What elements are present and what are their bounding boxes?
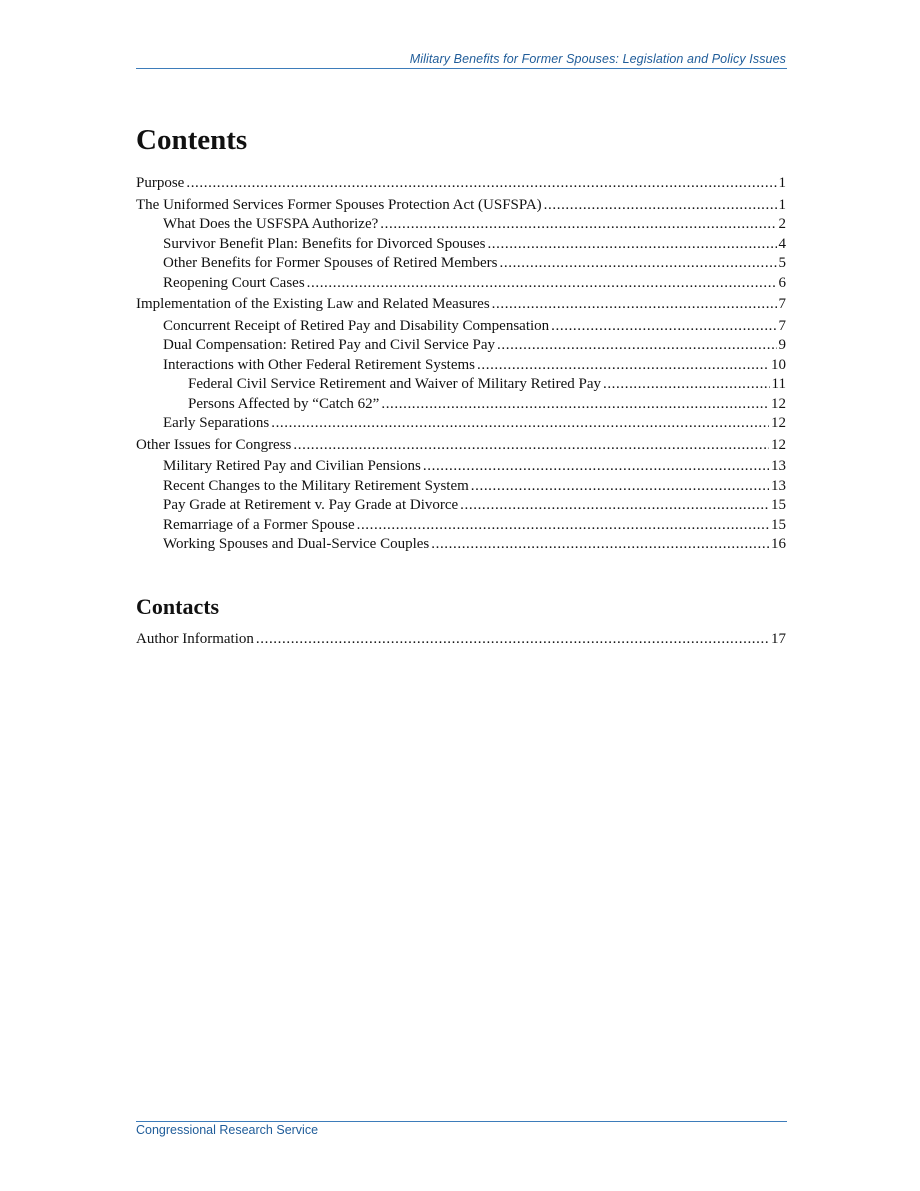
- toc-entry-label: The Uniformed Services Former Spouses Protection Act (USFSPA): [136, 196, 542, 213]
- toc-entry-concurrent-receipt[interactable]: [136, 317, 786, 337]
- toc-entry-page: 9: [778, 337, 786, 353]
- toc-entry-label: Remarriage of a Former Spouse: [163, 516, 355, 533]
- toc-entry-label: Interactions with Other Federal Retirement Systems: [163, 356, 476, 373]
- toc-entry-page: 5: [778, 255, 786, 271]
- toc-entry-page: 12: [771, 415, 786, 431]
- header-rule: [136, 68, 787, 69]
- toc-entry-page: 7: [778, 317, 786, 334]
- toc-entry-dual-compensation[interactable]: [136, 336, 786, 356]
- toc-entry-other-issues[interactable]: [136, 436, 786, 456]
- toc-entry-page: 7: [778, 296, 786, 312]
- toc-entry-label: Recent Changes to the Military Retirement System: [163, 477, 469, 494]
- footer-organization: Congressional Research Service: [136, 1123, 319, 1137]
- toc-entry-page: 12: [771, 436, 786, 453]
- toc-entry-catch-62[interactable]: [136, 395, 786, 415]
- toc-entry-early-separations[interactable]: [136, 414, 786, 434]
- toc-entry-author-information[interactable]: [136, 630, 786, 650]
- footer-rule: [136, 1121, 787, 1122]
- toc-entry-label: Federal Civil Service Retirement and Waiver of Military Retired Pay: [188, 376, 601, 392]
- dot-leader: [500, 254, 777, 274]
- toc-entry-label: Implementation of the Existing Law and Related Measures: [136, 296, 490, 312]
- dot-leader: [293, 436, 769, 456]
- dot-leader: [357, 516, 769, 536]
- toc-entry-label: Persons Affected by “Catch 62”: [188, 395, 380, 412]
- toc-entry-survivor-benefit-plan[interactable]: [136, 235, 786, 255]
- toc-entry-recent-changes[interactable]: [136, 477, 786, 497]
- running-header: Military Benefits for Former Spouses: Legislation and Policy Issues: [409, 52, 786, 66]
- toc-entry-label: Other Benefits for Former Spouses of Retired Members: [163, 255, 498, 271]
- toc-entry-page: 12: [771, 395, 786, 412]
- toc-entry-page: 1: [778, 175, 786, 191]
- toc-entry-label: Purpose: [136, 175, 185, 191]
- toc-entry-label: Concurrent Receipt of Retired Pay and Disability Compensation: [163, 317, 550, 334]
- toc-entry-implementation[interactable]: [136, 295, 786, 315]
- toc-entry-page: 15: [771, 516, 786, 533]
- toc-entry-page: 15: [771, 497, 786, 513]
- toc-entry-page: 6: [778, 274, 786, 291]
- toc-entry-label: Pay Grade at Retirement v. Pay Grade at Divorce: [163, 497, 459, 513]
- dot-leader: [471, 477, 769, 497]
- toc-entry-label: What Does the USFSPA Authorize?: [163, 216, 379, 232]
- dot-leader: [492, 295, 777, 315]
- dot-leader: [423, 457, 769, 477]
- dot-leader: [380, 215, 776, 235]
- dot-leader: [256, 630, 769, 650]
- toc-entry-reopening-court-cases[interactable]: [136, 274, 786, 294]
- dot-leader: [431, 535, 769, 555]
- toc-entry-label: Reopening Court Cases: [163, 274, 305, 291]
- dot-leader: [381, 395, 769, 415]
- dot-leader: [603, 375, 770, 395]
- dot-leader: [551, 317, 776, 337]
- toc-entry-label: Other Issues for Congress: [136, 436, 292, 453]
- toc-entry-label: Early Separations: [163, 415, 270, 431]
- toc-entry-label: Military Retired Pay and Civilian Pensions: [163, 458, 421, 474]
- toc-entry-purpose[interactable]: [136, 174, 786, 194]
- toc-entry-usfspa-authorize[interactable]: [136, 215, 786, 235]
- toc-entry-pay-grade[interactable]: [136, 496, 786, 516]
- toc-entry-page: 2: [778, 216, 786, 232]
- toc-entry-page: 16: [771, 536, 786, 552]
- dot-leader: [271, 414, 769, 434]
- toc-entry-page: 4: [778, 235, 786, 252]
- toc-entry-federal-civil-service[interactable]: [136, 375, 786, 395]
- table-of-contents: [136, 174, 786, 555]
- contacts-title: Contacts: [136, 594, 220, 619]
- toc-entry-page: 13: [771, 477, 786, 494]
- toc-entry-label: Survivor Benefit Plan: Benefits for Divorced Spouses: [163, 235, 486, 252]
- dot-leader: [487, 235, 776, 255]
- dot-leader: [544, 196, 777, 216]
- toc-entry-civilian-pensions[interactable]: [136, 457, 786, 477]
- dot-leader: [477, 356, 769, 376]
- toc-entry-page: 17: [771, 631, 786, 647]
- toc-entry-other-benefits[interactable]: [136, 254, 786, 274]
- dot-leader: [307, 274, 777, 294]
- dot-leader: [186, 174, 776, 194]
- toc-entry-usfspa[interactable]: [136, 196, 786, 216]
- dot-leader: [460, 496, 769, 516]
- toc-entry-page: 10: [771, 356, 786, 373]
- toc-entry-page: 1: [778, 196, 786, 213]
- contents-title: Contents: [136, 124, 248, 156]
- dot-leader: [497, 336, 776, 356]
- toc-entry-label: Author Information: [136, 631, 254, 647]
- toc-entry-page: 13: [771, 458, 786, 474]
- toc-entry-label: Working Spouses and Dual-Service Couples: [163, 536, 430, 552]
- toc-entry-interactions[interactable]: [136, 356, 786, 376]
- toc-entry-page: 11: [771, 376, 786, 392]
- toc-entry-remarriage[interactable]: [136, 516, 786, 536]
- toc-entry-working-spouses[interactable]: [136, 535, 786, 555]
- contacts-list: [136, 630, 786, 650]
- toc-entry-label: Dual Compensation: Retired Pay and Civil Service Pay: [163, 337, 496, 353]
